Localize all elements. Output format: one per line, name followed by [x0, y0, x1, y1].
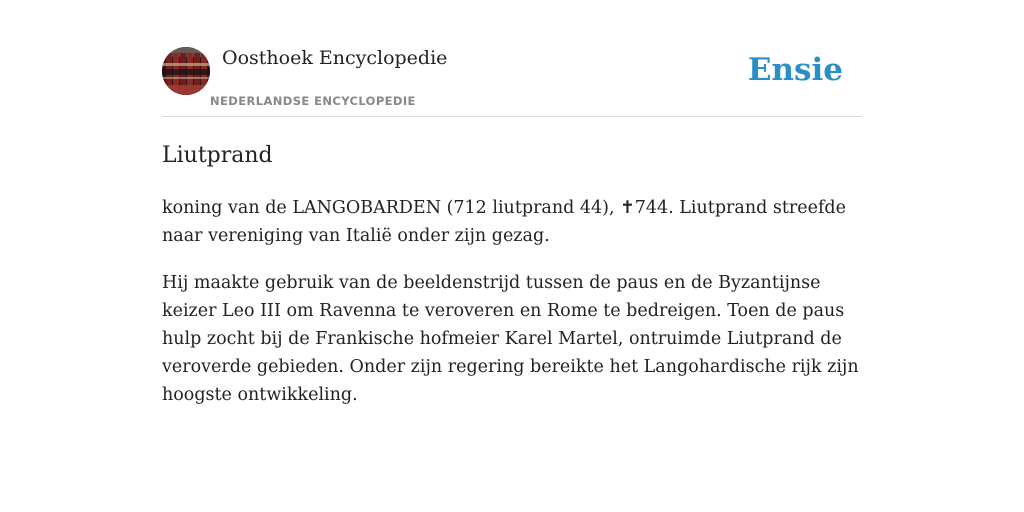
encyclopedia-books-icon[interactable] [162, 47, 210, 95]
site-subtitle: NEDERLANDSE ENCYCLOPEDIE [210, 94, 416, 108]
article-body [162, 194, 862, 409]
brand-logo[interactable]: Ensie [747, 52, 843, 88]
site-header [162, 46, 862, 117]
page [162, 0, 862, 409]
article-paragraph: Hij maakte gebruik van de beeldenstrijd tussen de paus en de Byzantijnse keizer Leo III om Ravenna te veroveren en Rome te bedreigen. Toen de paus hulp zocht bij de Frankische hofmeier Karel Martel, ontruimde Liutprand de veroverde gebieden. Onder zijn regering bereikte het Langohardische rijk zijn hoogste ontwikkeling. [162, 273, 859, 405]
article-title: Liutprand [162, 143, 273, 168]
site-name[interactable]: Oosthoek Encyclopedie [222, 47, 448, 69]
article-paragraph: koning van de LANGOBARDEN (712 liutprand 44), ✝744. Liutprand streefde naar vereniging van Italië onder zijn gezag. [162, 198, 846, 246]
